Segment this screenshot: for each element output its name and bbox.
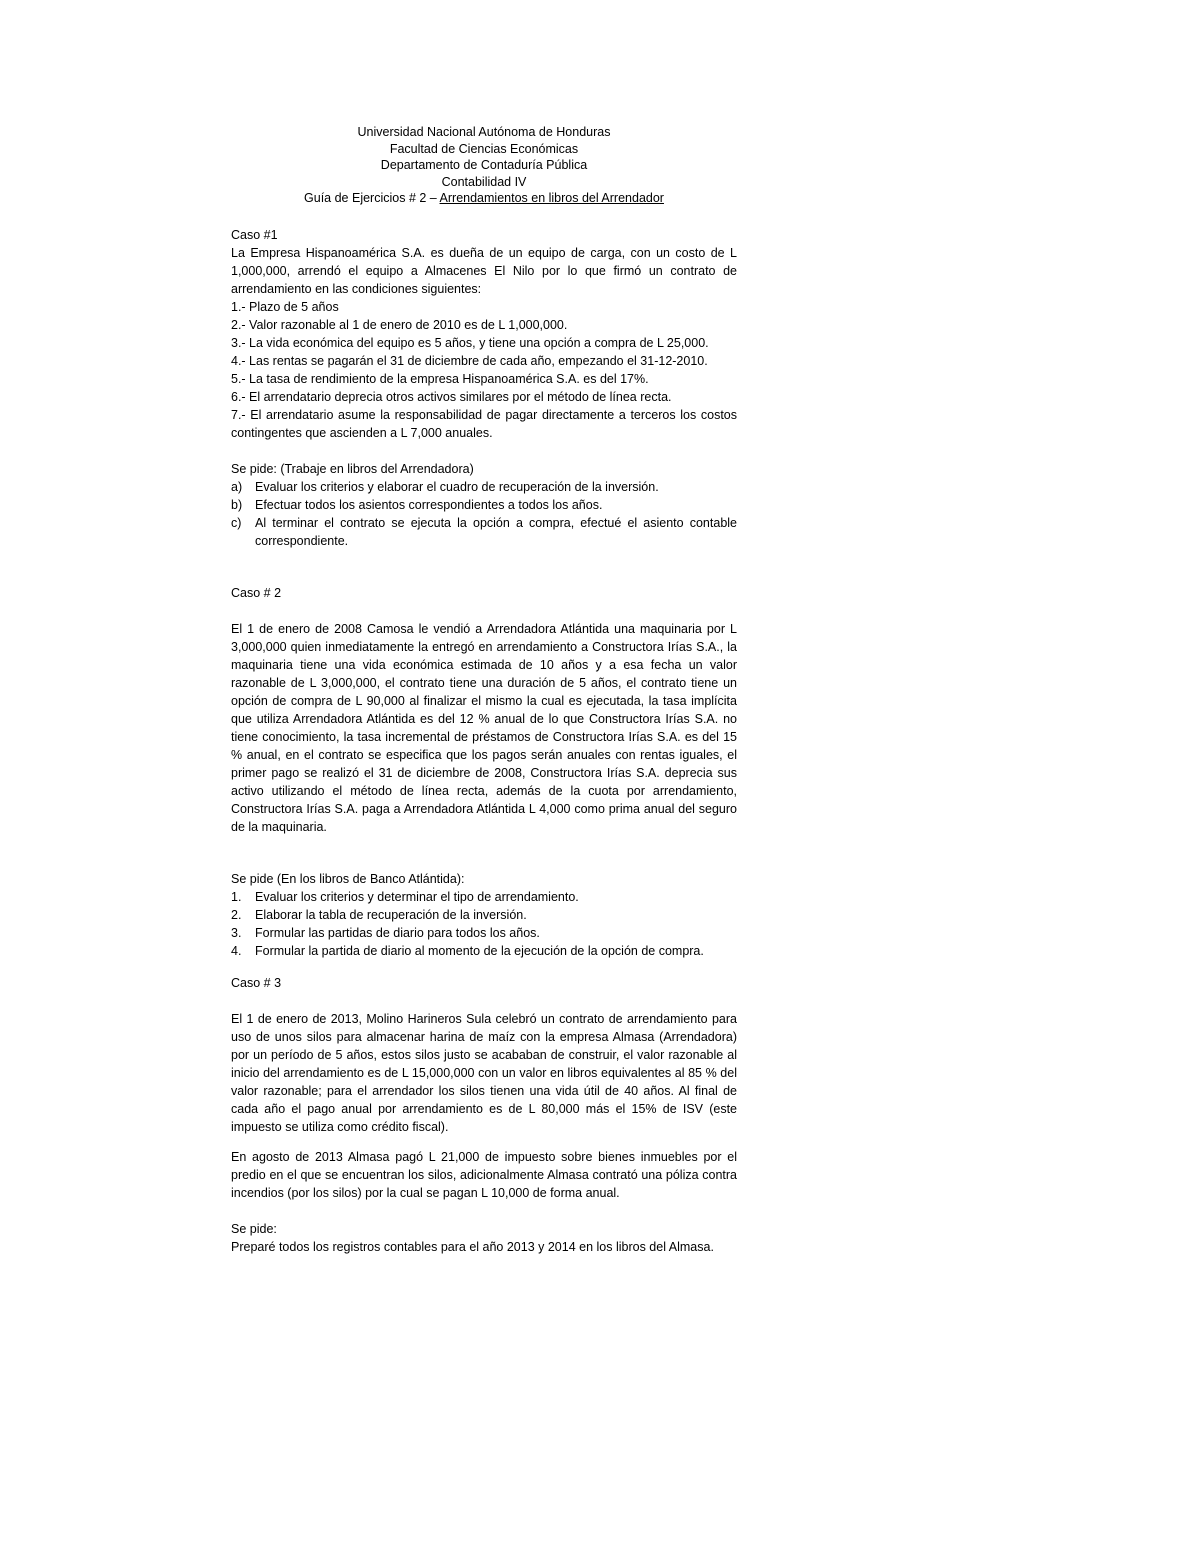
list-item: 1.- Plazo de 5 años <box>231 299 339 314</box>
list-item: 5.- La tasa de rendimiento de la empresa Hispanoamérica S.A. es del 17%. <box>231 371 649 386</box>
list-marker: a) <box>231 479 243 494</box>
case3-body-1: El 1 de enero de 2013, Molino Harineros Sula celebró un contrato de arrendamiento para uso de unos silos para almacenar harina de maíz con la empresa Almasa (Arrendadora) por un período de 5 años, estos silos justo se acababan de construir, el valor razonable al inicio del arrendamiento es de L 15,000,000 con un valor en libros equivalentes al 85 % del valor razonable; para el arrendador los silos tienen una vida útil de 40 años. Al final de cada año el pago anual por arrendamiento es de L 80,000 más el 15% de ISV (este impuesto se utiliza como crédito fiscal). <box>231 1011 737 1134</box>
guide-title-topic: Arrendamientos en libros del Arrendador <box>439 191 664 205</box>
list-text: Elaborar la tabla de recuperación de la inversión. <box>255 907 527 922</box>
guide-title-prefix: Guía de Ejercicios # 2 – <box>304 191 440 205</box>
list-text: Evaluar los criterios y elaborar el cuadro de recuperación de la inversión. <box>255 479 659 494</box>
list-marker: 2. <box>231 907 242 922</box>
list-item <box>231 514 737 550</box>
list-item <box>231 478 737 496</box>
case1-tasks <box>231 478 737 550</box>
document-header <box>231 124 737 207</box>
list-text: Al terminar el contrato se ejecuta la opción a compra, efectué el asiento contable correspondiente. <box>255 515 737 548</box>
list-marker: 1. <box>231 889 242 904</box>
case2-ask: Se pide (En los libros de Banco Atlántida): <box>231 871 465 886</box>
course-name: Contabilidad IV <box>441 174 527 189</box>
list-item <box>231 924 737 942</box>
list-item <box>231 888 737 906</box>
list-marker: c) <box>231 515 242 530</box>
case2-tasks <box>231 888 737 960</box>
list-item <box>231 906 737 924</box>
list-item: 3.- La vida económica del equipo es 5 años, y tiene una opción a compra de L 25,000. <box>231 335 709 350</box>
document-content <box>231 124 737 1256</box>
list-item: 7.- El arrendatario asume la responsabilidad de pagar directamente a terceros los costos contingentes que ascienden a L 7,000 anuales. <box>231 407 737 440</box>
list-text: Formular las partidas de diario para todos los años. <box>255 925 540 940</box>
list-text: Evaluar los criterios y determinar el tipo de arrendamiento. <box>255 889 579 904</box>
list-item <box>231 496 737 514</box>
case1-conditions <box>231 298 737 442</box>
case3-ask: Se pide: <box>231 1221 277 1236</box>
list-marker: 3. <box>231 925 242 940</box>
department-name: Departamento de Contaduría Pública <box>380 158 588 172</box>
list-marker: b) <box>231 497 243 512</box>
case3-final: Preparé todos los registros contables para el año 2013 y 2014 en los libros del Almasa. <box>231 1239 714 1254</box>
list-marker: 4. <box>231 943 242 958</box>
case3-body-2: En agosto de 2013 Almasa pagó L 21,000 de impuesto sobre bienes inmuebles por el predio en el que se encuentran los silos, adicionalmente Almasa contrató una póliza contra incendios (por los silos) por la cual se pagan L 10,000 de forma anual. <box>231 1149 737 1200</box>
case1-title: Caso #1 <box>231 227 278 242</box>
list-text: Efectuar todos los asientos correspondientes a todos los años. <box>255 497 603 512</box>
case2-body: El 1 de enero de 2008 Camosa le vendió a Arrendadora Atlántida una maquinaria por L 3,000,000 quien inmediatamente la entregó en arrendamiento a Constructora Irías S.A., la maquinaria tiene una vida económica estimada de 10 años y a esa fecha un valor razonable de L 3,000,000, el contrato tiene una duración de 5 años, el contrato tiene un opción de compra de L 90,000 al finalizar el mismo la cual es ejecutada, la tasa implícita que utiliza Arrendadora Atlántida es del 12 % anual de lo que Constructora Irías S.A. no tiene conocimiento, la tasa incremental de préstamos de Constructora Irías S.A. es del 15 % anual, en el contrato se especifica que los pagos serán anuales con rentas iguales, el primer pago se realizó el 31 de diciembre de 2008, Constructora Irías S.A. deprecia sus activo utilizando el método de línea recta, además de la cuota por arrendamiento, Constructora Irías S.A. paga a Arrendadora Atlántida L 4,000 como prima anual del seguro de la maquinaria. <box>231 621 737 834</box>
list-item: 4.- Las rentas se pagarán el 31 de diciembre de cada año, empezando el 31-12-2010. <box>231 353 708 368</box>
list-text: Formular la partida de diario al momento de la ejecución de la opción de compra. <box>255 943 704 958</box>
case1-ask: Se pide: (Trabaje en libros del Arrendadora) <box>231 461 474 476</box>
university-name: Universidad Nacional Autónoma de Honduras <box>357 125 611 139</box>
faculty-name: Facultad de Ciencias Económicas <box>389 141 579 156</box>
case3-title: Caso # 3 <box>231 975 282 990</box>
list-item <box>231 942 737 960</box>
list-item: 2.- Valor razonable al 1 de enero de 2010 es de L 1,000,000. <box>231 317 568 332</box>
case1-intro: La Empresa Hispanoamérica S.A. es dueña de un equipo de carga, con un costo de L 1,000,000, arrendó el equipo a Almacenes El Nilo por lo que firmó un contrato de arrendamiento en las condiciones siguientes: <box>231 245 737 296</box>
case2-title: Caso # 2 <box>231 585 282 600</box>
list-item: 6.- El arrendatario deprecia otros activos similares por el método de línea recta. <box>231 389 672 404</box>
guide-title <box>231 190 737 207</box>
